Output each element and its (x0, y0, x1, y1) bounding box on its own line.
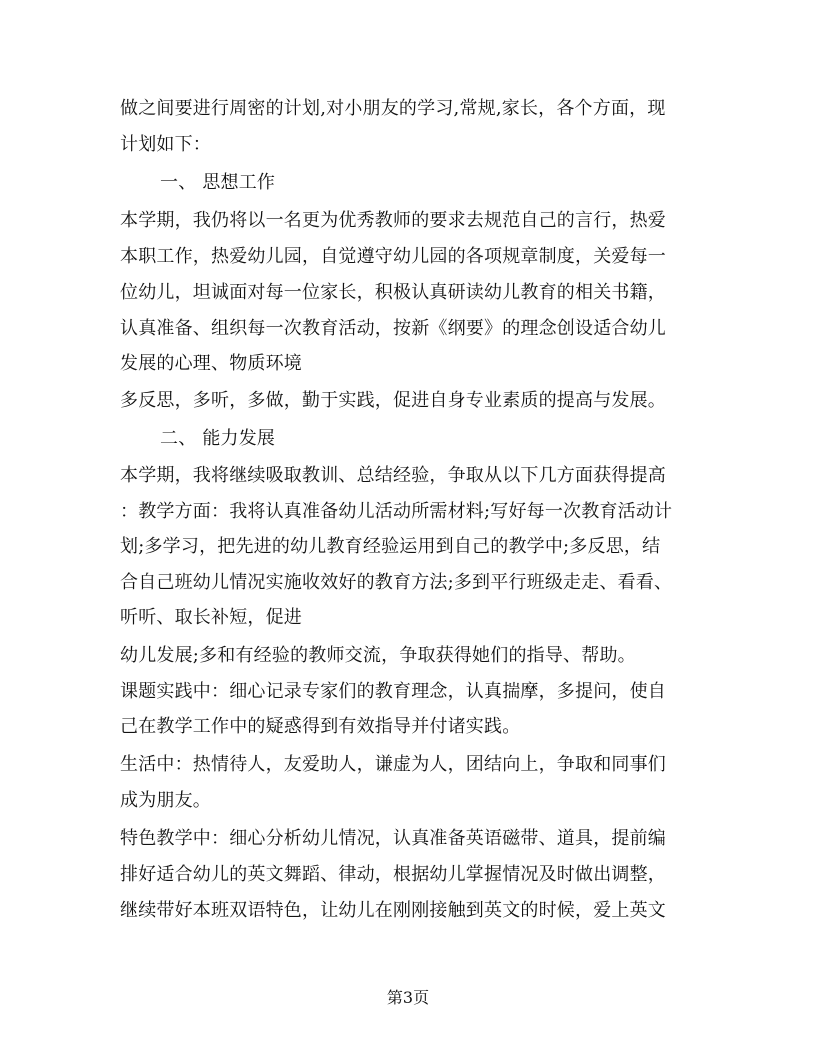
text-line: 己在教学工作中的疑惑得到有效指导并付诸实践。 (120, 716, 521, 737)
text-line: 特色教学中：细心分析幼儿情况，认真准备英语磁带、道具，提前编 (120, 828, 666, 849)
text-line: 排好适合幼儿的英文舞蹈、律动，根据幼儿掌握情况及时做出调整， (120, 864, 666, 885)
text-line: 成为朋友。 (120, 790, 211, 811)
text-line: 幼儿发展;多和有经验的教师交流，争取获得她们的指导、帮助。 (120, 645, 636, 666)
text-line: 多反思，多听，多做，勤于实践，促进自身专业素质的提高与发展。 (120, 390, 666, 411)
section-heading: 一、 思想工作 (160, 172, 276, 193)
text-line: 划;多学习，把先进的幼儿教育经验运用到自己的教学中;多反思，结 (120, 536, 661, 557)
text-line: 合自己班幼儿情况实施收效好的教育方法;多到平行班级走走、看看、 (120, 572, 673, 593)
text-line: 计划如下： (120, 134, 211, 155)
text-line: 本学期，我将继续吸取教训、总结经验，争取从以下几方面获得提高 (120, 465, 666, 486)
text-line: 生活中：热情待人，友爱助人，谦虚为人，团结向上，争取和同事们 (120, 754, 666, 775)
page-number: 第3页 (386, 988, 430, 1007)
text-line: 发展的心理、物质环境 (120, 353, 302, 374)
text-line: 课题实践中：细心记录专家们的教育理念，认真揣摩，多提问，使自 (120, 681, 666, 702)
text-line: 位幼儿，坦诚面对每一位家长，积极认真研读幼儿教育的相关书籍， (120, 282, 666, 303)
text-line: 听听、取长补短，促进 (120, 607, 302, 628)
section-heading: 二、 能力发展 (160, 428, 276, 449)
text-line: 继续带好本班双语特色，让幼儿在刚刚接触到英文的时候，爱上英文 (120, 900, 666, 921)
text-line: 认真准备、组织每一次教育活动，按新《纲要》的理念创设适合幼儿 (120, 318, 666, 339)
text-line: 做之间要进行周密的计划,对小朋友的学习,常规,家长，各个方面，现 (120, 98, 666, 119)
text-line: 本职工作，热爱幼儿园，自觉遵守幼儿园的各项规章制度，关爱每一 (120, 246, 666, 267)
text-line: 本学期，我仍将以一名更为优秀教师的要求去规范自己的言行，热爱 (120, 210, 666, 231)
text-line: ：教学方面：我将认真准备幼儿活动所需材料;写好每一次教育活动计 (120, 501, 673, 522)
